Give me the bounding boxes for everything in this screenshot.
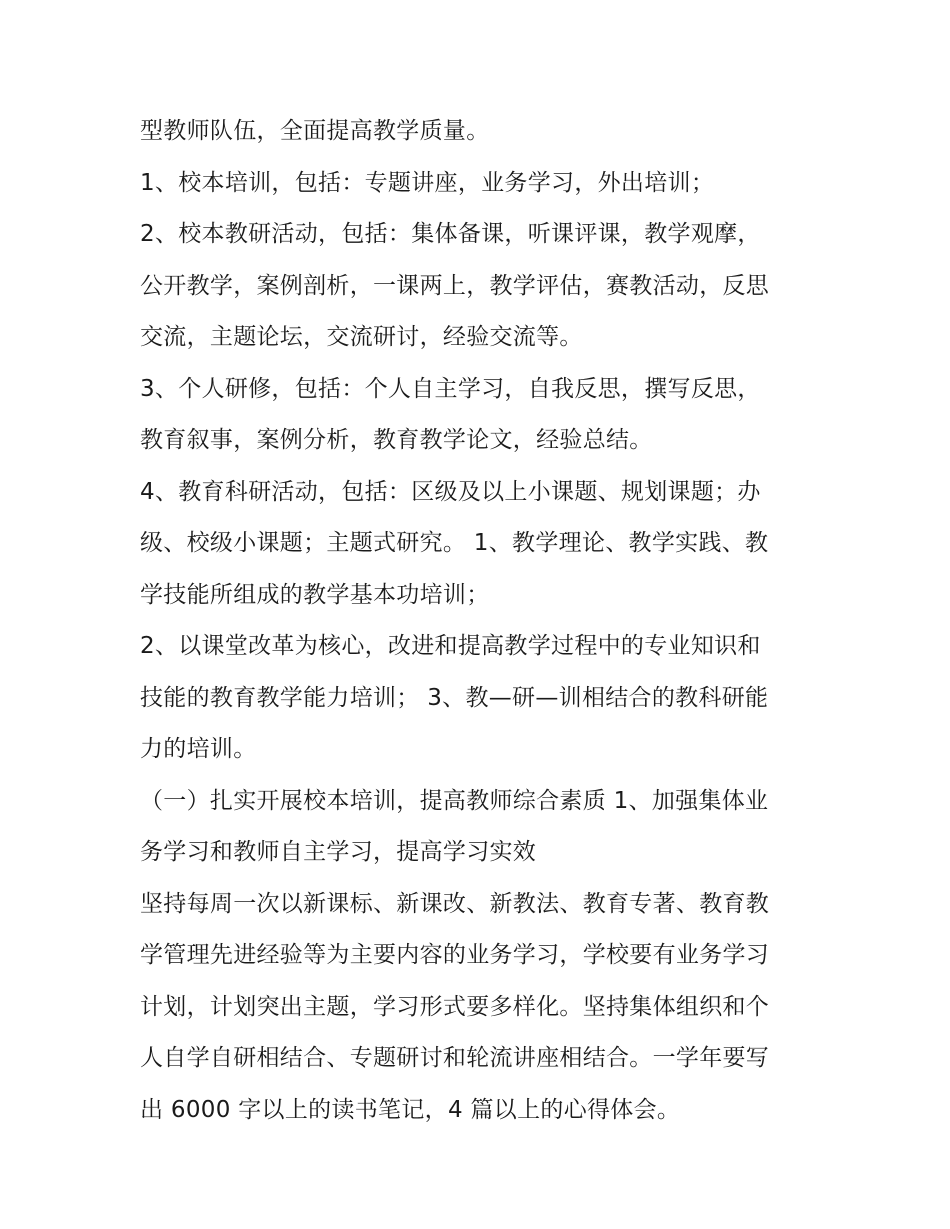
text-line: （一）扎实开展校本培训，提高教师综合素质 1、加强集体业 <box>140 787 769 814</box>
text-line: 公开教学，案例剖析，一课两上，教学评估，赛教活动，反思 <box>140 272 770 299</box>
text-line: 坚持每周一次以新课标、新课改、新教法、教育专著、教育教 <box>140 890 770 917</box>
text-line: 4、教育科研活动，包括：区级及以上小课题、规划课题；办 <box>140 478 761 505</box>
text-line: 力的培训。 <box>140 736 257 762</box>
text-line: 教育叙事，案例分析，教育教学论文，经验总结。 <box>140 427 653 453</box>
text-line: 级、校级小课题；主题式研究。 1、教学理论、教学实践、教 <box>140 530 769 556</box>
text-line: 学管理先进经验等为主要内容的业务学习，学校要有业务学习 <box>140 942 770 968</box>
text-line: 1、校本培训，包括：专题讲座，业务学习，外出培训； <box>140 169 715 196</box>
text-line: 2、校本教研活动，包括：集体备课，听课评课，教学观摩， <box>140 221 761 247</box>
text-line: 3、个人研修，包括：个人自主学习，自我反思，撰写反思， <box>140 375 761 402</box>
text-line: 2、以课堂改革为核心，改进和提高教学过程中的专业知识和 <box>140 633 761 659</box>
text-line: 交流，主题论坛，交流研讨，经验交流等。 <box>140 324 583 350</box>
document-body <box>140 106 820 1136</box>
text-line: 技能的教育教学能力培训； 3、教—研—训相结合的教科研能 <box>140 684 769 711</box>
text-line: 人自学自研相结合、专题研讨和轮流讲座相结合。一学年要写 <box>140 1045 770 1071</box>
text-line: 计划，计划突出主题，学习形式要多样化。坚持集体组织和个 <box>140 993 770 1020</box>
text-line: 学技能所组成的教学基本功培训； <box>140 581 490 608</box>
text-line: 出 6000 字以上的读书笔记，4 篇以上的心得体会。 <box>140 1096 681 1123</box>
text-line: 型教师队伍，全面提高教学质量。 <box>140 118 490 144</box>
text-line: 务学习和教师自主学习，提高学习实效 <box>140 839 537 865</box>
